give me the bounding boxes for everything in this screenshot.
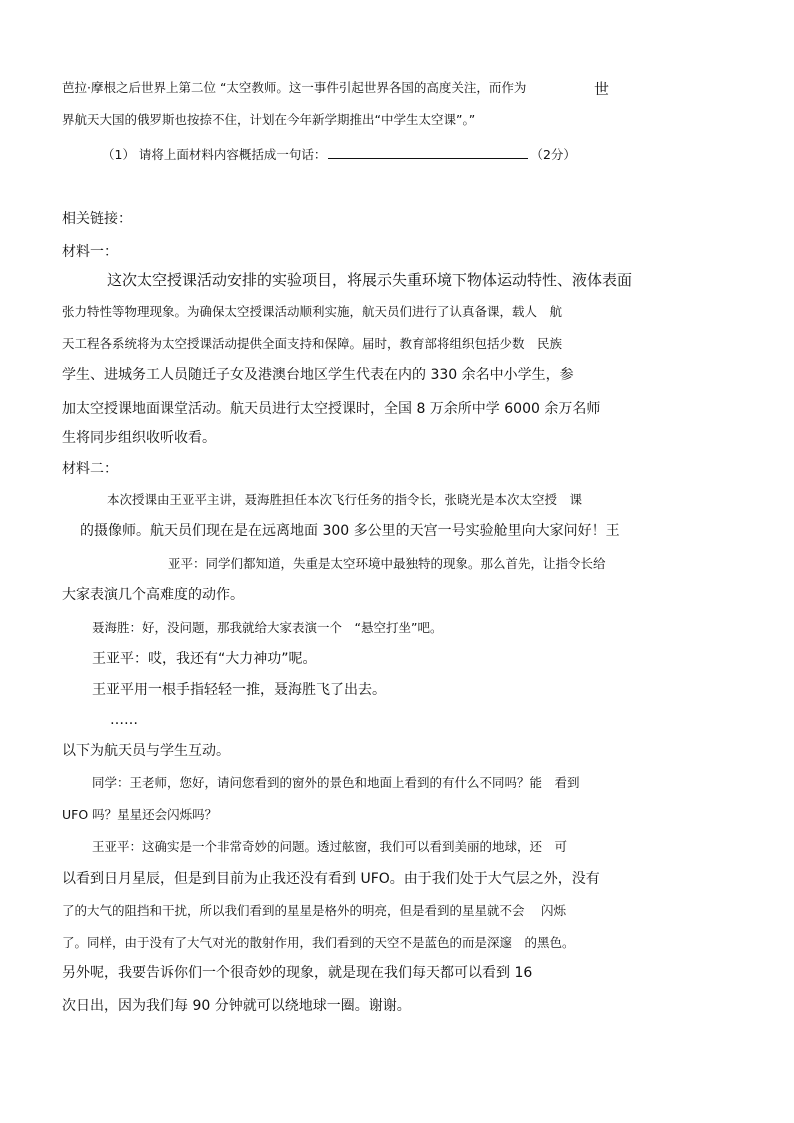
- material-2-line-15: 了。同样，由于没有了大气对光的散射作用，我们看到的天空不是蓝色的而是深邃 的黑色。: [62, 935, 575, 950]
- intro-line-1-end: 世: [594, 80, 610, 98]
- material-2-line-7: 王亚平用一根手指轻轻一推，聂海胜飞了出去。: [92, 682, 386, 698]
- material-2-line-9: 以下为航天员与学生互动。: [62, 743, 230, 759]
- material-2-line-14: 了的大气的阻挡和干扰，所以我们看到的星星是格外的明亮，但是看到的星星就不会 闪烁: [62, 903, 566, 918]
- material-2-line-3: 亚平：同学们都知道，失重是太空环境中最独特的现象。那么首先，让指令长给: [168, 556, 606, 571]
- material-1-line-3: 天工程各系统将为太空授课活动提供全面支持和保障。届时，教育部将组织包括少数 民族: [62, 336, 563, 351]
- material-2-line-1: 本次授课由王亚平主讲，聂海胜担任本次飞行任务的指令长，张晓光是本次太空授 课: [107, 492, 583, 507]
- material-2-title: 材料二：: [62, 461, 118, 477]
- material-2-line-8: ……: [110, 712, 138, 728]
- material-1-line-2: 张力特性等物理现象。为确保太空授课活动顺利实施，航天员们进行了认真备课，载人 航: [62, 304, 563, 319]
- material-2-line-17: 次日出，因为我们每 90 分钟就可以绕地球一圈。谢谢。: [62, 998, 411, 1014]
- intro-line-1: 芭拉·摩根之后世界上第二位 “太空教师。这一事件引起世界各国的高度关注，而作为: [62, 80, 527, 95]
- material-1-line-4: 学生、进城务工人员随迁子女及港澳台地区学生代表在内的 330 余名中小学生，参: [62, 367, 574, 383]
- question-1-prompt: （1） 请将上面材料内容概括成一句话：: [102, 147, 327, 162]
- material-1-line-1: 这次太空授课活动安排的实验项目，将展示失重环境下物体运动特性、液体表面: [107, 271, 633, 289]
- material-1-title: 材料一：: [62, 244, 118, 260]
- material-2-line-16: 另外呢，我要告诉你们一个很奇妙的现象，就是现在我们每天都可以看到 16: [62, 965, 533, 981]
- material-2-line-6: 王亚平：哎，我还有“大力神功”呢。: [92, 651, 317, 667]
- answer-blank[interactable]: [328, 146, 528, 159]
- question-1: [102, 146, 576, 162]
- material-2-line-12: 王亚平：这确实是一个非常奇妙的问题。透过舷窗，我们可以看到美丽的地球，还 可: [92, 839, 568, 854]
- links-heading: 相关链接：: [62, 211, 132, 227]
- question-1-points: （2分）: [530, 147, 576, 162]
- material-2-line-13: 以看到日月星辰，但是到目前为止我还没有看到 UFO。由于我们处于大气层之外，没有: [62, 871, 600, 887]
- material-2-line-10: 同学：王老师，您好，请问您看到的窗外的景色和地面上看到的有什么不同吗？能 看到: [92, 775, 580, 790]
- material-2-line-5: 聂海胜：好，没问题，那我就给大家表演一个 “悬空打坐”吧。: [92, 620, 443, 635]
- material-2-line-11: UFO 吗？星星还会闪烁吗？: [62, 807, 218, 822]
- material-2-line-4: 大家表演几个高难度的动作。: [62, 587, 244, 603]
- material-2-line-2: 的摄像师。航天员们现在是在远离地面 300 多公里的天宫一号实验舱里向大家问好！王: [80, 523, 620, 539]
- material-1-line-6: 生将同步组织收听收看。: [62, 430, 216, 446]
- material-1-line-5: 加太空授课地面课堂活动。航天员进行太空授课时，全国 8 万余所中学 6000 余万名师: [62, 401, 601, 417]
- intro-line-2: 界航天大国的俄罗斯也按捺不住，计划在今年新学期推出“中学生太空课”。”: [62, 112, 476, 127]
